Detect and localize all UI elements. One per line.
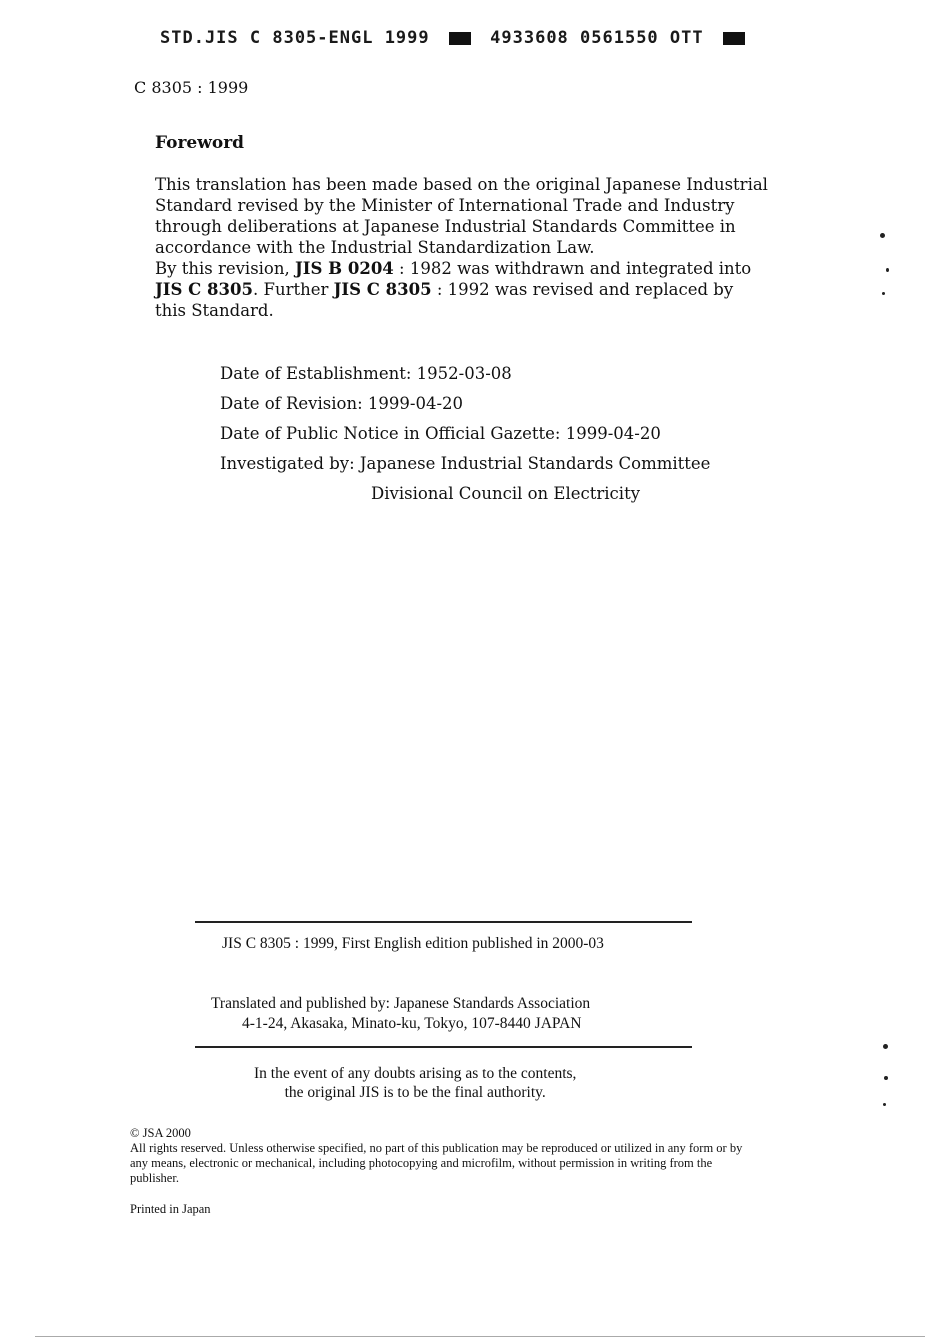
divider (195, 1046, 692, 1048)
standard-ref: JIS C 8305 (333, 280, 432, 299)
standard-ref: JIS C 8305 (155, 280, 253, 299)
scan-speck (882, 292, 885, 295)
authority-line: the original JIS is to be the final authority. (284, 1084, 546, 1101)
redaction-block (449, 32, 471, 45)
dates-block (220, 359, 710, 509)
foreword-body (155, 174, 768, 321)
scan-edge (35, 1336, 925, 1337)
scan-speck (886, 268, 889, 272)
date-establishment: Date of Establishment: 1952-03-08 (220, 364, 512, 383)
scan-speck (883, 1103, 886, 1106)
authority-note (254, 1064, 576, 1102)
publisher-line: Translated and published by: Japanese Standards Association (211, 995, 591, 1012)
scan-speck (880, 233, 885, 238)
publisher-block (211, 994, 590, 1034)
header-code-left: STD.JIS C 8305-ENGL 1999 (160, 28, 430, 48)
scan-speck (884, 1076, 888, 1080)
copyright-block (130, 1126, 760, 1186)
date-revision: Date of Revision: 1999-04-20 (220, 394, 464, 413)
header-code (160, 28, 753, 48)
standard-ref: JIS B 0204 (294, 259, 394, 278)
divider (195, 921, 692, 923)
foreword-line: This translation has been made based on the original Japanese Industrial (155, 175, 768, 194)
investigated-by: Investigated by: Japanese Industrial Standards Committee (220, 454, 711, 473)
copyright-mark: © JSA 2000 (130, 1126, 191, 1140)
doc-number: C 8305 : 1999 (134, 78, 249, 97)
publisher-address: 4-1-24, Akasaka, Minato-ku, Tokyo, 107-8440 JAPAN (242, 1015, 582, 1032)
council: Divisional Council on Electricity (371, 484, 641, 503)
date-public-notice: Date of Public Notice in Official Gazette: 1999-04-20 (220, 424, 661, 443)
header-code-right: 4933608 0561550 OTT (490, 28, 704, 48)
edition-line: JIS C 8305 : 1999, First English edition published in 2000-03 (222, 935, 604, 952)
foreword-title: Foreword (155, 133, 245, 153)
foreword-line: JIS C 8305. Further JIS C 8305 : 1992 was revised and replaced by (155, 280, 734, 299)
redaction-block (723, 32, 745, 45)
scan-speck (883, 1044, 888, 1049)
foreword-line: By this revision, JIS B 0204 : 1982 was withdrawn and integrated into (155, 259, 752, 278)
foreword-line: this Standard. (155, 301, 274, 320)
foreword-line: accordance with the Industrial Standardization Law. (155, 238, 595, 257)
printed-in: Printed in Japan (130, 1202, 211, 1216)
foreword-line: Standard revised by the Minister of International Trade and Industry (155, 196, 735, 215)
foreword-line: through deliberations at Japanese Industrial Standards Committee in (155, 217, 736, 236)
authority-line: In the event of any doubts arising as to the contents, (254, 1065, 577, 1082)
rights-notice: All rights reserved. Unless otherwise specified, no part of this publication may be reproduced or utilized in any form or by any means, electronic or mechanical, including photocopying and microfilm, without permission in writing from the publisher. (130, 1141, 743, 1185)
